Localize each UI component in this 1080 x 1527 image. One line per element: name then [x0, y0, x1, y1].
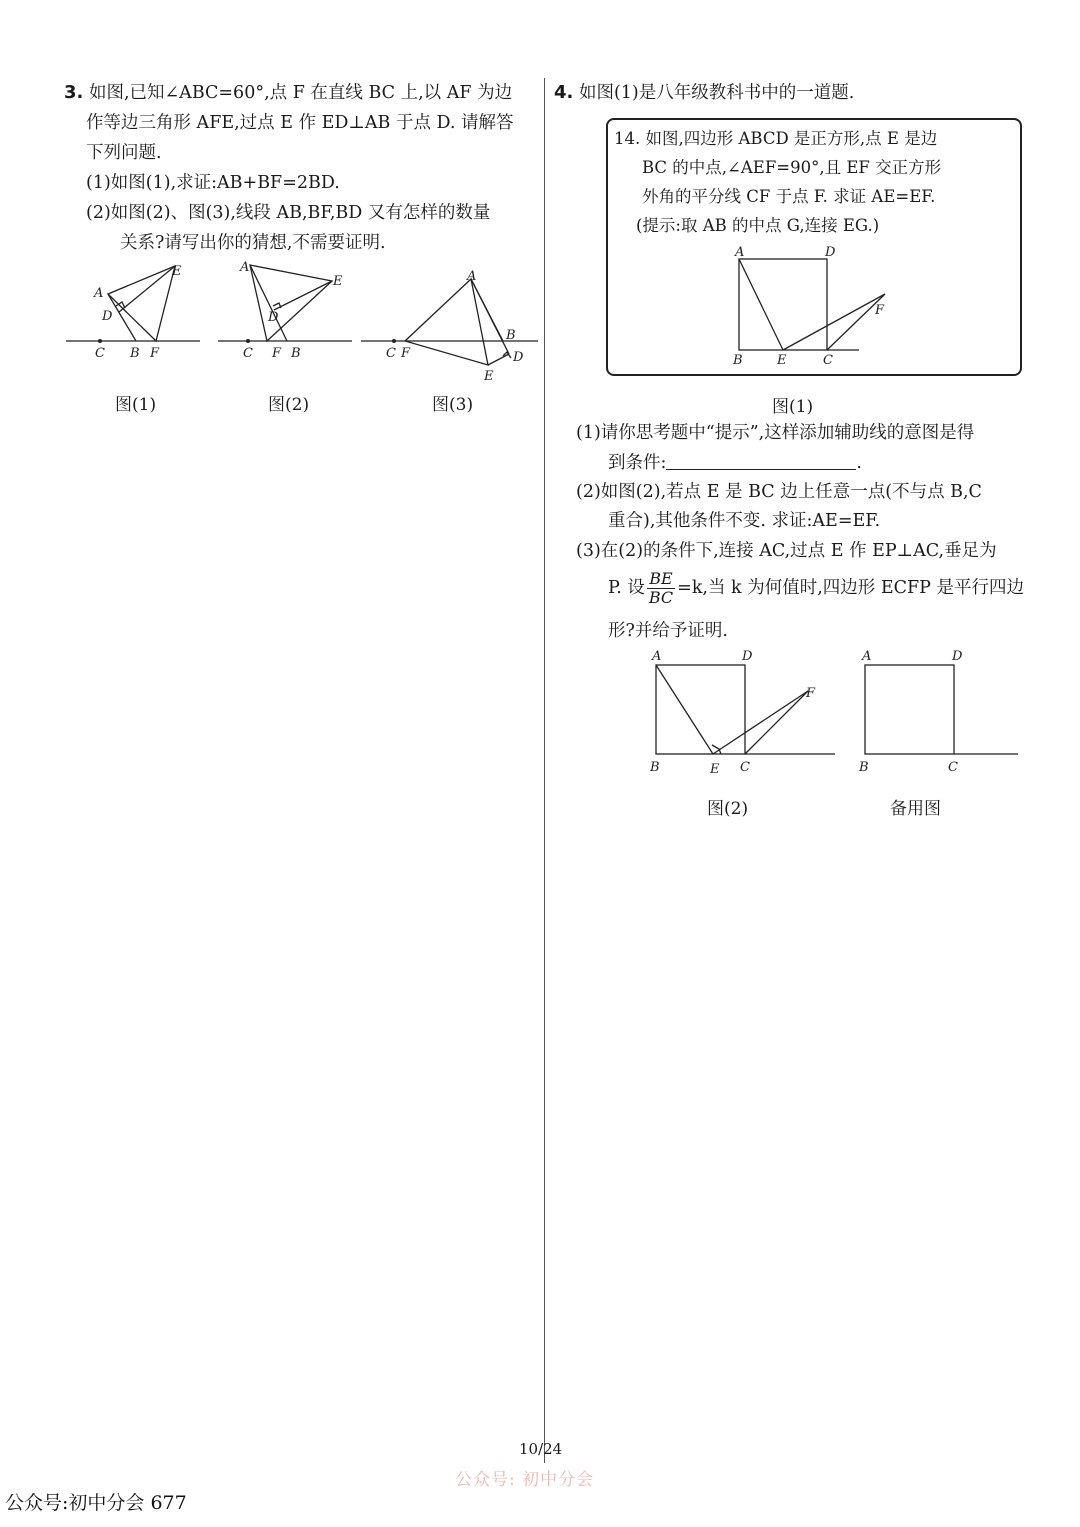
q3-figure-3 — [358, 255, 543, 385]
label-D: D — [513, 350, 524, 365]
label-B: B — [650, 760, 660, 775]
column-divider — [544, 78, 545, 1463]
label-F: F — [875, 303, 885, 318]
q4-figure-2 — [640, 645, 850, 780]
textbook-line-2: BC 的中点,∠AEF=90°,且 EF 交正方形 — [642, 158, 942, 177]
label-E: E — [172, 264, 182, 279]
label-B: B — [733, 353, 743, 368]
q4-part-2-line-2: 重合),其他条件不变. 求证:AE=EF. — [608, 511, 881, 531]
label-A: A — [652, 649, 662, 664]
q4-spare-figure — [856, 645, 1026, 780]
textbook-line-3: 外角的平分线 CF 于点 F. 求证 AE=EF. — [642, 187, 936, 206]
q3-fig1-caption: 图(1) — [115, 395, 157, 415]
label-C: C — [948, 760, 958, 775]
q4-fig1-caption: 图(1) — [772, 397, 814, 417]
q3-fig3-caption: 图(3) — [432, 395, 474, 415]
label-F: F — [272, 346, 282, 361]
q3-fig2-caption: 图(2) — [268, 395, 310, 415]
q3-line-1 — [64, 78, 512, 108]
label-B: B — [859, 760, 869, 775]
label-D: D — [268, 310, 279, 325]
fraction-be-bc — [647, 570, 675, 607]
textbook-line-1: 14. 如图,四边形 ABCD 是正方形,点 E 是边 — [614, 129, 938, 148]
label-C: C — [95, 346, 105, 361]
q4-part-3-line-3: 形?并给予证明. — [608, 621, 728, 641]
q3-number: 3. — [64, 82, 84, 103]
label-B: B — [291, 346, 301, 361]
label-D: D — [825, 245, 836, 260]
q3-part-2-line-2: 关系?请写出你的猜想,不需要证明. — [120, 233, 386, 253]
footer-text: 公众号:初中分会 677 — [5, 1492, 187, 1514]
q3-part-1: (1)如图(1),求证:AB+BF=2BD. — [86, 173, 340, 193]
q4-part-1-suffix: . — [856, 453, 862, 473]
label-E: E — [777, 353, 787, 368]
q4-intro: 如图(1)是八年级教科书中的一道题. — [578, 83, 855, 103]
label-C: C — [823, 353, 833, 368]
textbook-line-4: (提示:取 AB 的中点 G,连接 EG.) — [636, 216, 880, 235]
q4-part-1-line-2 — [608, 448, 862, 478]
label-B: B — [506, 328, 516, 343]
q4-fig2-caption: 图(2) — [707, 799, 749, 819]
label-A: A — [862, 649, 872, 664]
label-B: B — [130, 346, 140, 361]
fraction-denominator: BC — [648, 588, 674, 607]
label-F: F — [150, 346, 160, 361]
label-A: A — [735, 245, 745, 260]
q4-intro-line — [554, 78, 854, 108]
label-C: C — [243, 346, 253, 361]
label-F: F — [401, 346, 411, 361]
label-F: F — [806, 686, 816, 701]
q4-spare-caption: 备用图 — [890, 799, 941, 819]
watermark-text: 公众号: 初中分会 — [455, 1470, 595, 1490]
label-E: E — [333, 274, 343, 289]
q4-part-1-line-1: (1)请你思考题中“提示”,这样添加辅助线的意图是得 — [576, 423, 975, 443]
label-D: D — [742, 649, 753, 664]
label-E: E — [710, 762, 720, 777]
q4-part-2-line-1: (2)如图(2),若点 E 是 BC 边上任意一点(不与点 B,C — [576, 482, 982, 502]
q3-text-1: 如图,已知∠ABC=60°,点 F 在直线 BC 上,以 AF 为边 — [88, 83, 513, 103]
q4-part-3-line-1: (3)在(2)的条件下,连接 AC,过点 E 作 EP⊥AC,垂足为 — [576, 541, 997, 561]
q4-part-3-line-2 — [608, 570, 1024, 607]
label-A: A — [94, 286, 104, 301]
label-E: E — [484, 369, 494, 384]
label-D: D — [102, 309, 113, 324]
page-number: 10/24 — [519, 1440, 563, 1458]
label-A: A — [240, 260, 250, 275]
label-A: A — [467, 269, 477, 284]
label-D: D — [952, 649, 963, 664]
q3-line-2: 作等边三角形 AFE,过点 E 作 ED⊥AB 于点 D. 请解答 — [86, 113, 514, 133]
q4-part-1-prefix: 到条件: — [608, 453, 667, 473]
label-C: C — [740, 760, 750, 775]
q3-figure-1 — [60, 255, 205, 370]
q4-number: 4. — [554, 82, 574, 103]
q3-part-2-line-1: (2)如图(2)、图(3),线段 AB,BF,BD 又有怎样的数量 — [86, 203, 491, 223]
q3-line-3: 下列问题. — [86, 143, 162, 163]
q4-part-3-suffix: =k,当 k 为何值时,四边形 ECFP 是平行四边 — [677, 578, 1024, 598]
label-C: C — [386, 346, 396, 361]
q3-figure-2 — [212, 255, 357, 370]
answer-blank[interactable] — [666, 449, 856, 470]
q4-part-3-prefix: P. 设 — [608, 578, 645, 598]
q4-figure-1 — [725, 240, 895, 370]
fraction-numerator: BE — [647, 570, 675, 589]
